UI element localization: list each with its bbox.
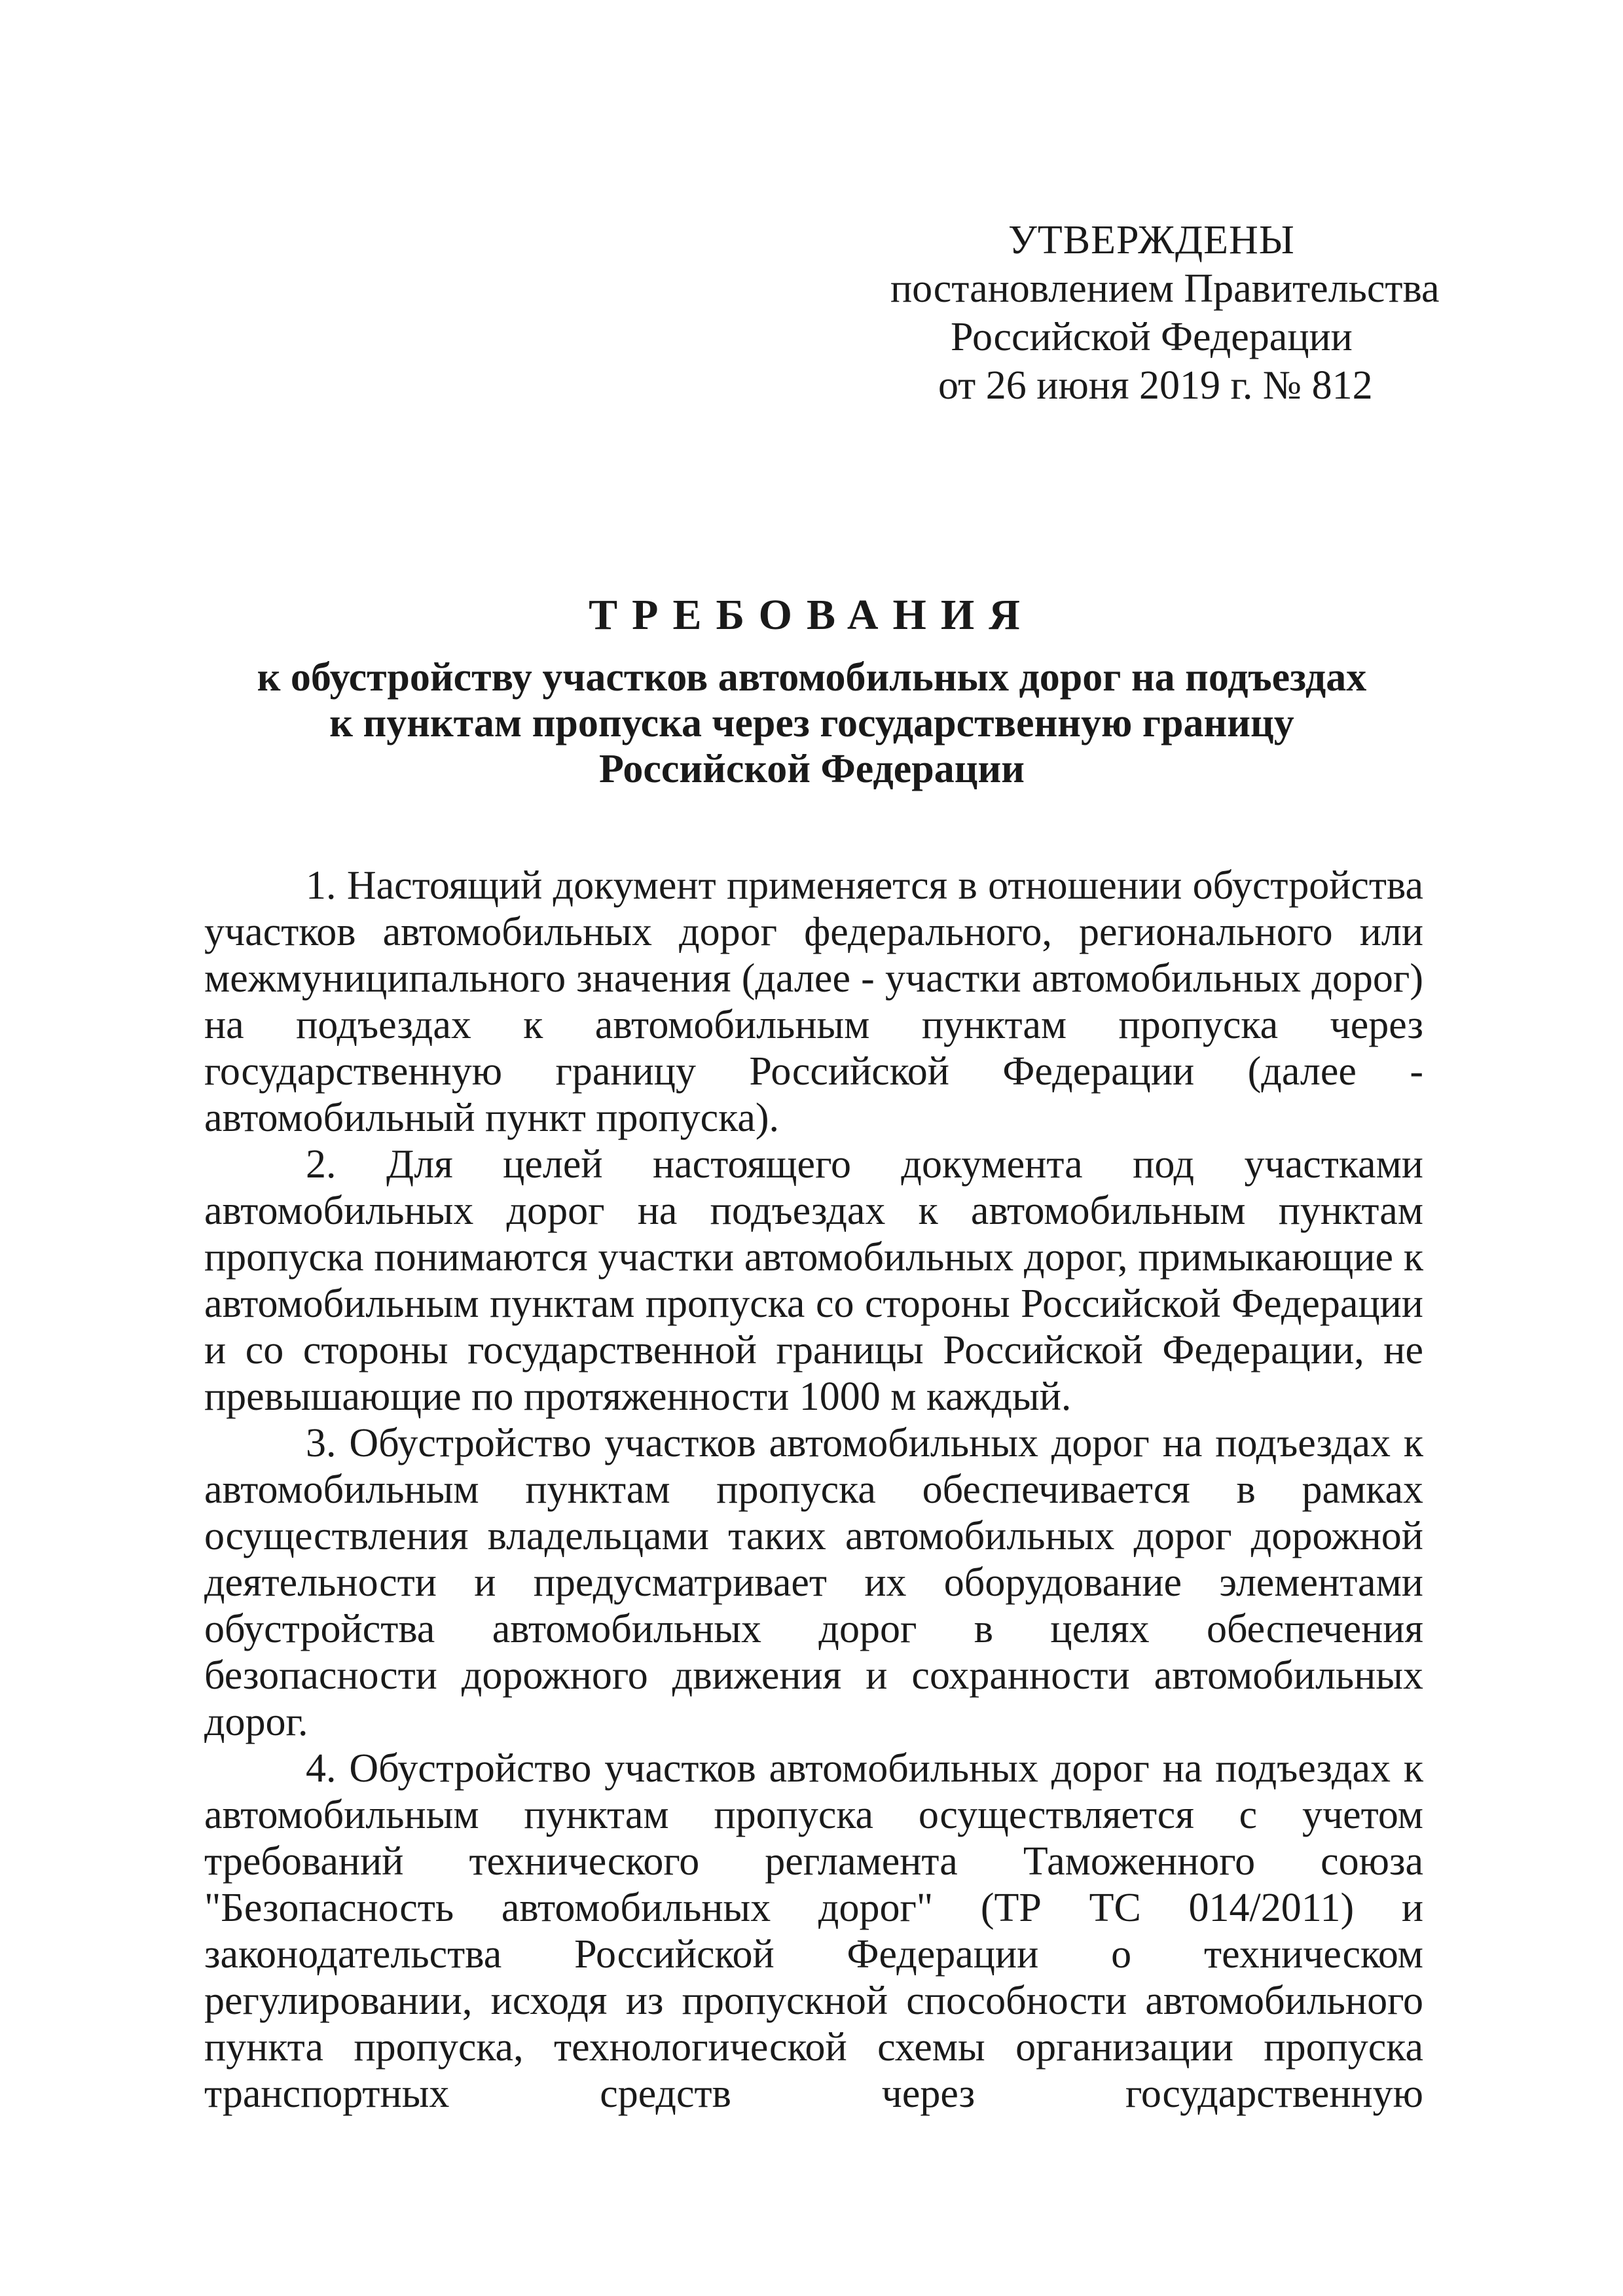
paragraph-3: 3. Обустройство участков автомобильных дорог на подъездах к автомобильным пунктам пропуска обеспечивается в рамках осуществления владельцами таких автомобильных дорог дорожной деятельности и предусматривает их оборудование элементами обустройства автомобильных дорог в целях обеспечения безопасности дорожного движения и сохранности автомобильных дорог.	[204, 1421, 1423, 1744]
paragraph-4: 4. Обустройство участков автомобильных дорог на подъездах к автомобильным пунктам пропуска осуществляется с учетом требований технического регламента Таможенного союза "Безопасность автомобильных дорог" (ТР ТС 014/2011) и законодательства Российской Федерации о техническом регулировании, исходя из пропускной способности автомобильного пункта пропуска, технологической схемы организации пропуска транспортных средств через государственную	[204, 1746, 1423, 2116]
document-subtitle	[196, 655, 1427, 792]
approval-line-2: Российской Федерации	[951, 315, 1353, 359]
document-body	[204, 863, 1423, 2117]
subtitle-line: к обустройству участков автомобильных дорог на подъездах	[257, 655, 1367, 700]
paragraph-2: 2. Для целей настоящего документа под участками автомобильных дорог на подъездах к автомобильным пунктам пропуска понимаются участки автомобильных дорог, примыкающие к автомобильным пунктам пропуска со стороны Российской Федерации и со стороны государственной границы Российской Федерации, не превышающие по протяженности 1000 м каждый.	[204, 1142, 1423, 1419]
subtitle-line: к пунктам пропуска через государственную границу	[329, 701, 1294, 745]
document-title: ТРЕБОВАНИЯ	[589, 591, 1034, 639]
approval-line-3: от 26 июня 2019 г. № 812	[938, 363, 1373, 408]
approval-line-1: постановлением Правительства	[890, 266, 1440, 311]
subtitle-line: Российской Федерации	[599, 747, 1025, 791]
approval-title: УТВЕРЖДЕНЫ	[1008, 218, 1295, 262]
paragraph-1: 1. Настоящий документ применяется в отношении обустройства участков автомобильных дорог федерального, регионального или межмуниципального значения (далее - участки автомобильных дорог) на подъездах к автомобильным пунктам пропуска через государственную границу Российской Федерации (далее - автомобильный пункт пропуска).	[204, 863, 1423, 1140]
approval-stamp-block	[851, 216, 1440, 410]
